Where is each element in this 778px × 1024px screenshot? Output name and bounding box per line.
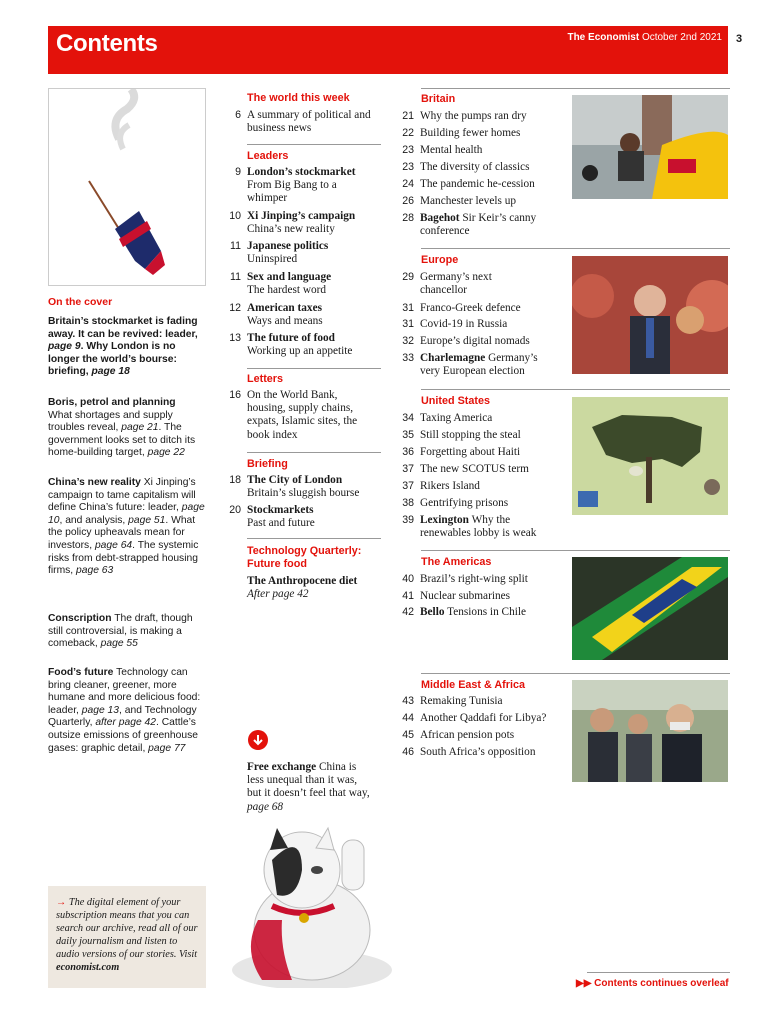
contents-continues-link[interactable]: ▶▶ Contents continues overleaf — [576, 978, 729, 989]
cover-image — [48, 88, 206, 286]
cover-label: On the cover — [48, 296, 113, 308]
page-title: Contents — [56, 30, 158, 57]
section-britain: Britain — [421, 93, 456, 105]
issue-date: October 2nd 2021 — [641, 32, 722, 43]
section-briefing: Briefing — [247, 458, 288, 470]
americas-brazil-flag-photo — [572, 557, 728, 660]
section-middle-east-africa: Middle East & Africa — [421, 679, 525, 691]
publication-line — [567, 32, 722, 43]
fast-forward-icon: ▶▶ — [576, 978, 592, 989]
section-europe: Europe — [421, 254, 459, 266]
section-world-this-week: The world this week — [247, 92, 350, 104]
britain-petrol-photo — [572, 95, 728, 199]
digital-subscription-box: → The digital element of your subscription means that you can search our archive, read all of our daily journalism and listen to audio versions of our stories. Visit economist.com — [48, 886, 206, 988]
us-map-tree-illustration — [572, 397, 728, 515]
section-letters: Letters — [247, 373, 284, 385]
section-united-states: United States — [421, 395, 490, 407]
toc-entry[interactable]: The Anthropocene diet After page 42 — [247, 575, 358, 601]
cover-blurb: Food’s future Technology can bring cleaner, greener, more humane and more delicious food: leader, page 13, and Technology Quarterly, after page 42. Cattle’s outsize emissions of greenhouse gases: graphic detail, page 77 — [48, 667, 201, 754]
page-number: 3 — [736, 33, 743, 45]
mea-tunisia-photo — [572, 680, 728, 782]
contents-header — [48, 26, 728, 74]
cover-blurb: Britain’s stockmarket is fading away. It can be revived: leader, page 9. Why London is no longer the world’s bourse: briefing, page 18 — [48, 316, 198, 378]
free-exchange-arrow-icon — [248, 730, 268, 750]
section-leaders: Leaders — [247, 150, 289, 162]
arrow-right-icon: → — [56, 897, 67, 908]
section-technology-quarterly: Technology Quarterly: Future food — [247, 545, 362, 570]
cover-blurb: China’s new reality Xi Jinping’s campaign to tame capitalism will define China’s future: leader, page 10, and analysis, page 51. What the policy upheavals mean for investors, page 64. The systemic risks from debt-strapped housing firms, page 63 — [48, 477, 205, 577]
europe-scholz-photo — [572, 256, 728, 374]
section-the-americas: The Americas — [421, 556, 492, 568]
economist-link[interactable]: economist.com — [56, 962, 120, 973]
cover-blurb: Conscription The draft, though still controversial, is making a comeback, page 55 — [48, 613, 193, 650]
publication-name: The Economist — [567, 32, 640, 43]
cover-blurb: Boris, petrol and planning What shortages and supply troubles reveal, page 21. The government looks set to ditch its home-building target, page 22 — [48, 397, 196, 459]
toc-entry[interactable]: Free exchange China is less unequal than it was, but it doesn’t feel that way, page 68 — [247, 761, 370, 813]
lucky-cat-illustration — [222, 820, 400, 988]
